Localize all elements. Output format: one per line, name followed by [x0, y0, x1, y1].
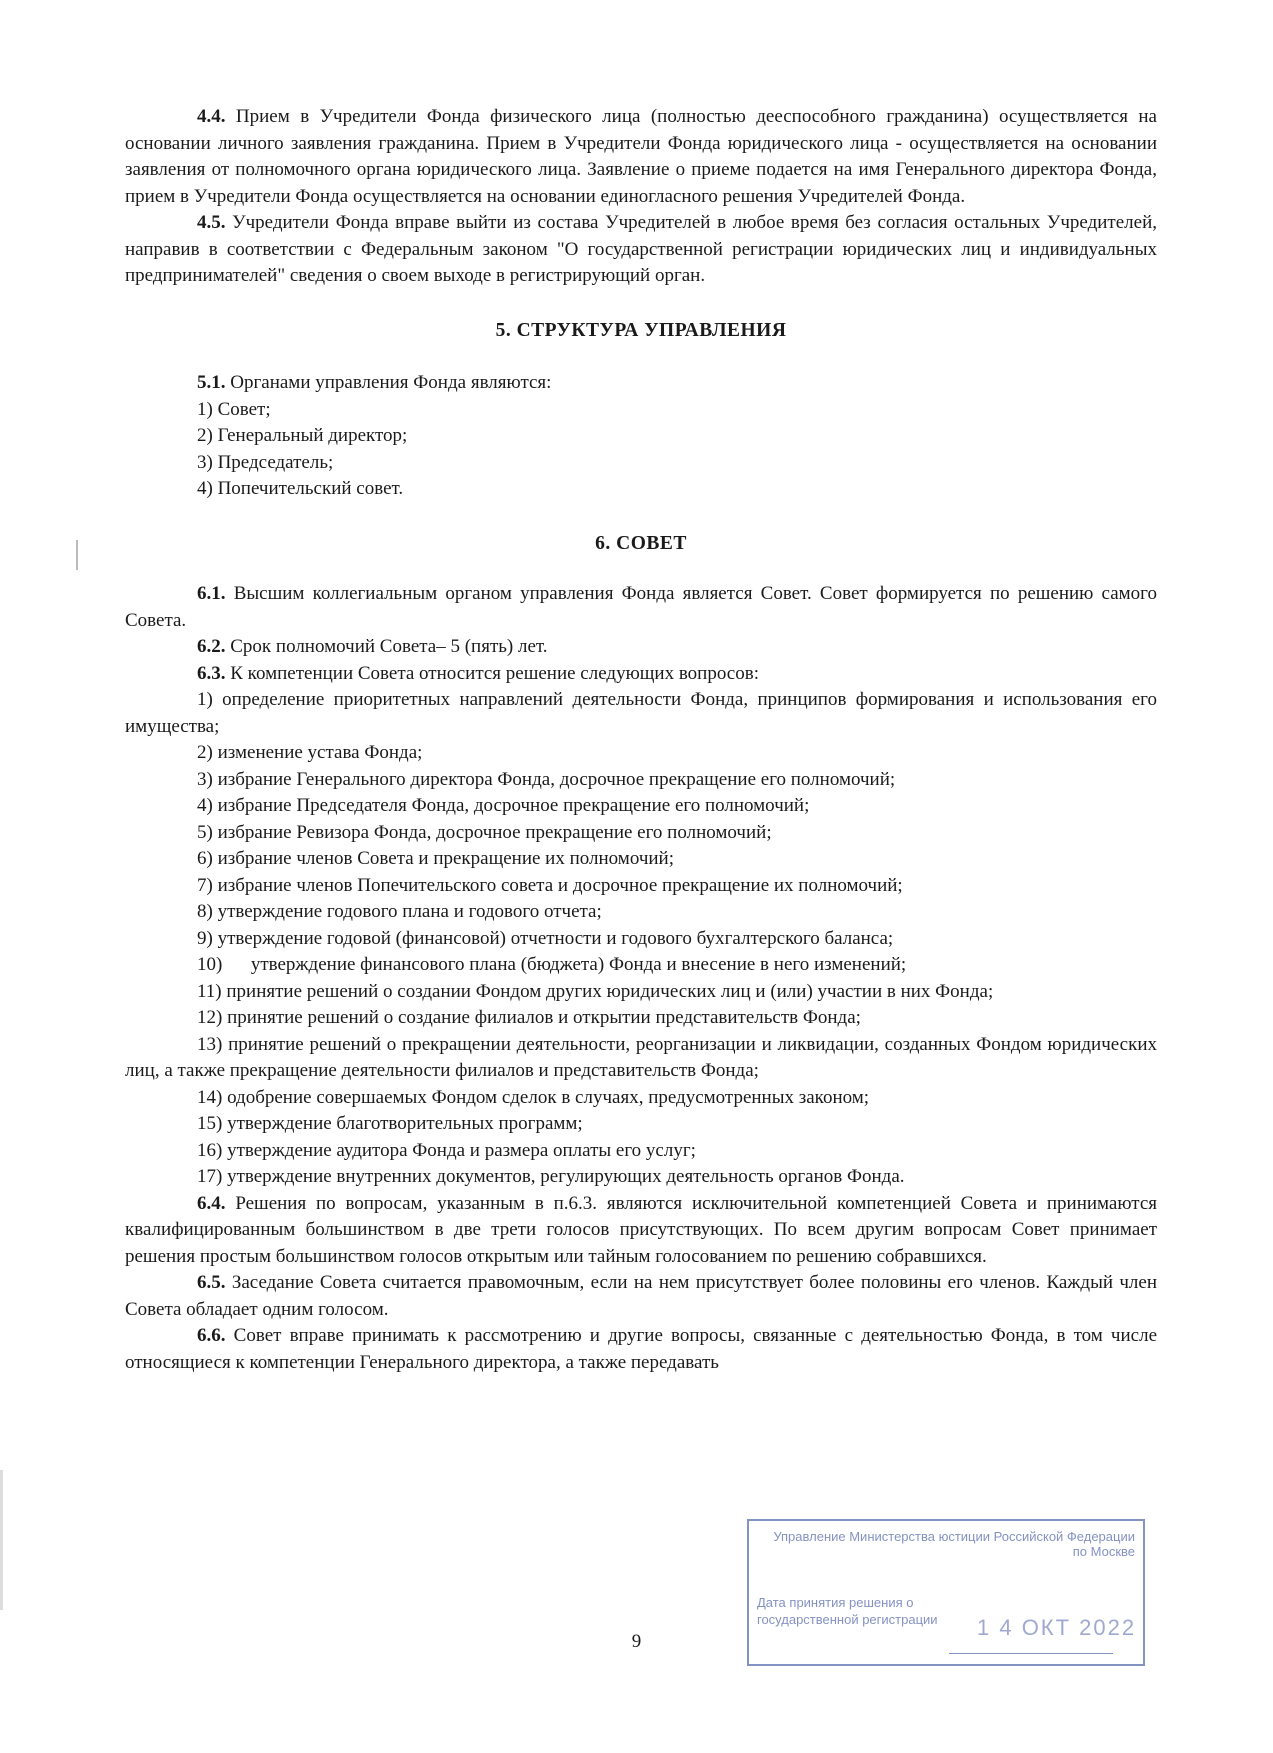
list-item: 15) утверждение благотворительных программ;	[197, 1113, 583, 1134]
list-item: 2) изменение устава Фонда;	[197, 742, 423, 763]
clause-number: 4.4.	[197, 106, 226, 127]
list-item: 4) Попечительский совет.	[197, 478, 404, 499]
clause-number: 5.1.	[197, 372, 226, 393]
clause-number: 6.6.	[197, 1325, 226, 1346]
list-item: 9) утверждение годовой (финансовой) отчетности и годового бухгалтерского баланса;	[197, 927, 894, 949]
clause-text: Решения по вопросам, указанным в п.6.3. являются исключительной компетенцией Совета и принимаются квалифицированным большинством в две трети голосов присутствующих. По всем другим вопросам Совет принимает решения простым большинством голосов открытым или тайным голосованием по решению собравшихся.	[125, 1192, 1158, 1267]
clause-number: 6.5.	[197, 1272, 226, 1293]
list-item: 5) избрание Ревизора Фонда, досрочное прекращение его полномочий;	[197, 821, 772, 843]
list-item: 14) одобрение совершаемых Фондом сделок в случаях, предусмотренных законом;	[197, 1086, 870, 1108]
list-item: 1) определение приоритетных направлений деятельности Фонда, принципов формирования и использования его имущества;	[125, 689, 1157, 737]
clause-number: 4.5.	[197, 212, 226, 233]
clause-number: 6.2.	[197, 636, 226, 657]
paragraph-6-3	[125, 661, 1157, 688]
clause-text: Прием в Учредители Фонда физического лица (полностью дееспособного гражданина) осуществляется на основании личного заявления гражданина. Прием в Учредители Фонда юридического лица - осуществляется на основании заявления от полномочного органа юридического лица. Заявление о приеме подается на имя Генерального директора Фонда, прием в Учредители Фонда осуществляется на основании единогласного решения Учредителей Фонда.	[125, 106, 1157, 207]
list-item: 13) принятие решений о прекращении деятельности, реорганизации и ликвидации, созданных Фондом юридических лиц, а также прекращение деятельности филиалов и представительств Фонда;	[125, 1033, 1157, 1081]
scan-edge	[0, 1470, 3, 1610]
clause-number: 6.4.	[197, 1192, 226, 1214]
stamp-label: Дата принятия решения о государственной регистрации	[757, 1595, 938, 1627]
paragraph-6-4	[125, 1191, 1157, 1271]
list-item: 6) избрание членов Совета и прекращение их полномочий;	[197, 848, 675, 869]
clause-text: Органами управления Фонда являются:	[230, 372, 552, 393]
clause-text: Высшим коллегиальным органом управления Фонда является Совет. Совет формируется по решению самого Совета.	[125, 583, 1157, 631]
clause-text: К компетенции Совета относится решение следующих вопросов:	[230, 662, 759, 684]
page-number: 9	[631, 1631, 642, 1652]
section-6-heading: 6. СОВЕТ	[595, 532, 687, 554]
stamp-underline	[949, 1653, 1113, 1654]
clause-text: Учредители Фонда вправе выйти из состава Учредителей в любое время без согласия остальных Учредителей, направив в соответствии с Федеральным законом "О государственной регистрации юридических лиц и индивидуальных предпринимателей" сведения о своем выходе в регистрирующий орган.	[125, 212, 1158, 286]
list-item: 3) избрание Генерального директора Фонда, досрочное прекращение его полномочий;	[197, 768, 896, 790]
document-body	[125, 104, 1157, 1376]
paragraph-4-4	[125, 104, 1157, 210]
clause-text: Совет вправе принимать к рассмотрению и другие вопросы, связанные с деятельностью Фонда, в том числе относящиеся к компетенции Генерального директора, а также передавать	[125, 1325, 1158, 1373]
paragraph-6-6	[125, 1323, 1157, 1376]
list-item: 8) утверждение годового плана и годового отчета;	[197, 901, 602, 922]
list-item: 10) утверждение финансового плана (бюджета) Фонда и внесение в него изменений;	[197, 954, 907, 975]
paragraph-6-1	[125, 581, 1157, 634]
stamp-authority: Управление Министерства юстиции Российской Федерации по Москве	[773, 1529, 1135, 1559]
list-item: 2) Генеральный директор;	[197, 425, 408, 446]
stamp-date: 1 4 ОКТ 2022	[977, 1615, 1137, 1640]
list-item: 17) утверждение внутренних документов, регулирующих деятельность органов Фонда.	[197, 1166, 905, 1187]
paragraph-6-5	[125, 1270, 1157, 1323]
clause-number: 6.1.	[197, 583, 226, 604]
scan-artifact	[76, 540, 78, 570]
list-item: 7) избрание членов Попечительского совета и досрочное прекращение их полномочий;	[197, 874, 903, 896]
paragraph-6-2	[125, 634, 1157, 661]
clause-text: Заседание Совета считается правомочным, если на нем присутствует более половины его членов. Каждый член Совета обладает одним голосом.	[125, 1272, 1157, 1320]
list-item: 12) принятие решений о создание филиалов и открытии представительств Фонда;	[197, 1007, 861, 1028]
clause-number: 6.3.	[197, 662, 226, 684]
paragraph-4-5	[125, 210, 1157, 290]
list-item: 11) принятие решений о создании Фондом других юридических лиц и (или) участии в них Фонда;	[197, 980, 994, 1002]
clause-text: Срок полномочий Совета– 5 (пять) лет.	[230, 636, 548, 657]
list-item: 4) избрание Председателя Фонда, досрочное прекращение его полномочий;	[197, 795, 810, 816]
section-5-heading: 5. СТРУКТУРА УПРАВЛЕНИЯ	[495, 319, 787, 341]
paragraph-5-1	[125, 370, 1157, 397]
list-item: 3) Председатель;	[197, 451, 334, 473]
list-item: 1) Совет;	[197, 398, 271, 420]
list-item: 16) утверждение аудитора Фонда и размера оплаты его услуг;	[197, 1139, 696, 1161]
